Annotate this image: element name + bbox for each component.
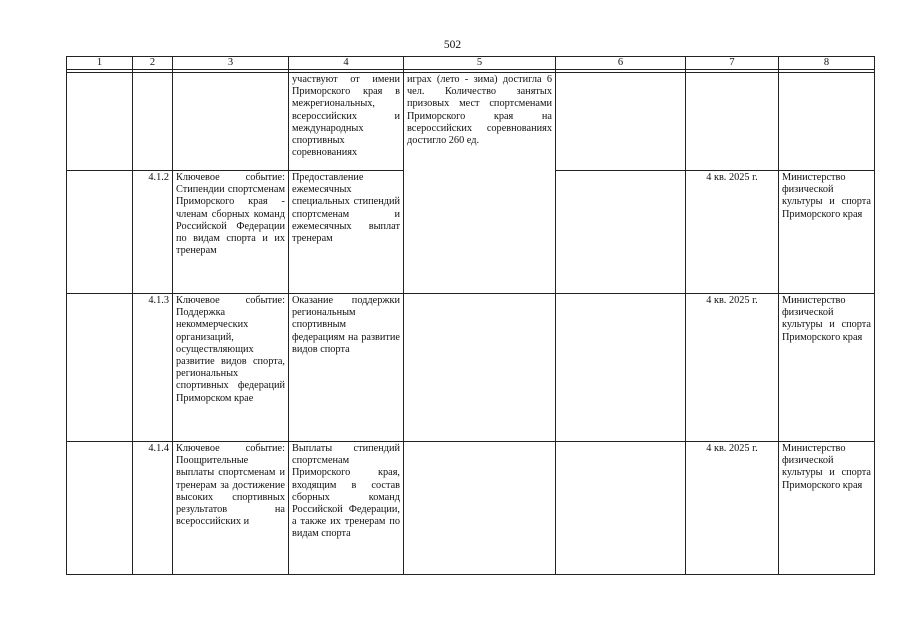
event-title: Ключевое событие: Поддержка некоммерческих организаций, осуществляющих развитие видов спорта, региональных спортивных федераций Приморском крае [173, 294, 289, 442]
responsible-body: Министерство физической культуры и спорта Приморского края [779, 171, 875, 294]
result-indicator: играх (лето - зима) достигла 6 чел. Количество занятых призовых мест спортсменами Приморского края на всероссийских соревнованиях достигло 260 ед. [404, 73, 556, 294]
column-header-3: 3 [173, 57, 289, 70]
row-cell-col6 [556, 73, 686, 171]
event-description: Выплаты стипендий спортсменам Приморского края, входящим в состав сборных команд Российской Федерации, а также их тренерам по видам спорта [289, 442, 404, 575]
responsible-body [779, 73, 875, 171]
row-number: 4.1.2 [133, 171, 173, 294]
event-description: Оказание поддержки региональным спортивным федерациям на развитие видов спорта [289, 294, 404, 442]
row-cell-col6 [556, 171, 686, 294]
plan-table [66, 56, 875, 575]
deadline [686, 73, 779, 171]
table-row [67, 442, 875, 575]
row-number: 4.1.3 [133, 294, 173, 442]
row-number [133, 73, 173, 171]
deadline: 4 кв. 2025 г. [686, 294, 779, 442]
page-number: 502 [443, 39, 462, 51]
row-cell-col1 [67, 442, 133, 575]
column-number-row [67, 57, 875, 70]
row-cell-col5 [404, 442, 556, 575]
responsible-body: Министерство физической культуры и спорта Приморского края [779, 442, 875, 575]
deadline: 4 кв. 2025 г. [686, 171, 779, 294]
row-cell-col6 [556, 442, 686, 575]
event-title: Ключевое событие: Стипендии спортсменам Приморского края - членам сборных команд Российской Федерации по видам спорта и их тренерам [173, 171, 289, 294]
row-cell-col1 [67, 73, 133, 171]
event-description: участвуют от имени Приморского края в межрегиональных, всероссийских и международных спортивных соревнованиях [289, 73, 404, 171]
column-header-5: 5 [404, 57, 556, 70]
row-cell-col1 [67, 171, 133, 294]
table-row [67, 294, 875, 442]
event-title [173, 73, 289, 171]
column-header-6: 6 [556, 57, 686, 70]
event-description: Предоставление ежемесячных специальных стипендий спортсменам и ежемесячных выплат тренерам [289, 171, 404, 294]
row-cell-col6 [556, 294, 686, 442]
column-header-4: 4 [289, 57, 404, 70]
deadline: 4 кв. 2025 г. [686, 442, 779, 575]
row-cell-col1 [67, 294, 133, 442]
column-header-7: 7 [686, 57, 779, 70]
responsible-body: Министерство физической культуры и спорта Приморского края [779, 294, 875, 442]
column-header-1: 1 [67, 57, 133, 70]
column-header-8: 8 [779, 57, 875, 70]
column-header-2: 2 [133, 57, 173, 70]
event-title: Ключевое событие: Поощрительные выплаты спортсменам и тренерам за достижение высоких спортивных результатов на всероссийских и [173, 442, 289, 575]
row-number: 4.1.4 [133, 442, 173, 575]
row-cell-col5 [404, 294, 556, 442]
table-row [67, 73, 875, 171]
